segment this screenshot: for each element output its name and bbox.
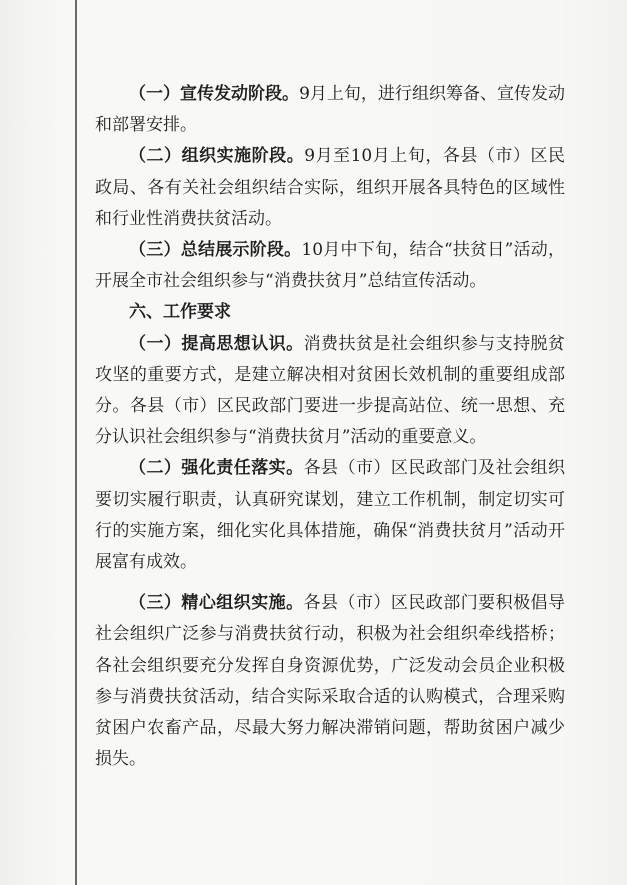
paragraph-gap xyxy=(95,578,565,588)
requirement-2-heading: （二）强化责任落实。 xyxy=(129,458,304,479)
requirement-1-heading: （一）提高思想认识。 xyxy=(129,333,304,354)
requirement-2-text: 各县（市）区民政部门及社会组织要切实履行职责，认真研究谋划，建立工作机制，制定切实可行的实施方案，细化实化具体措施，确保“消费扶贫月”活动开展富有成效。 xyxy=(95,458,566,573)
stage-1-text: 9月上旬，进行组织筹备、宣传发动和部署安排。 xyxy=(95,84,565,136)
stage-3-heading: （三）总结展示阶段。 xyxy=(129,240,302,261)
stage-3-text: 10月中下旬，结合“扶贫日”活动，开展全市社会组织参与“消费扶贫月”总结宣传活动。 xyxy=(95,240,566,292)
requirement-1-text: 消费扶贫是社会组织参与支持脱贫攻坚的重要方式，是建立解决相对贫困长效机制的重要组成部分。各县（市）区民政部门要进一步提高站位、统一思想、充分认识社会组织参与“消费扶贫月”活动的重要意义。 xyxy=(95,333,566,448)
stage-2-paragraph xyxy=(95,141,565,235)
requirement-2-paragraph xyxy=(95,453,565,578)
stage-2-heading: （二）组织实施阶段。 xyxy=(129,146,305,167)
stage-1-heading: （一）宣传发动阶段。 xyxy=(129,84,300,104)
requirement-3-paragraph xyxy=(95,588,565,775)
binding-margin-line xyxy=(75,0,77,885)
requirement-3-text: 各县（市）区民政部门要积极倡导社会组织广泛参与消费扶贫行动，积极为社会组织牵线搭桥；各社会组织要充分发挥自身资源优势，广泛发动会员企业积极参与消费扶贫活动，结合实际采取合适的认购模式，合理采购贫困户农畜产品，尽最大努力解决滞销问题，帮助贫困户减少损失。 xyxy=(95,593,566,770)
document-body xyxy=(95,79,565,775)
stage-2-text: 9月至10月上旬，各县（市）区民政局、各有关社会组织结合实际，组织开展各具特色的区域性和行业性消费扶贫活动。 xyxy=(95,146,566,229)
requirement-3-heading: （三）精心组织实施。 xyxy=(129,593,304,614)
stage-1-paragraph xyxy=(95,79,565,141)
requirement-1-paragraph xyxy=(95,329,565,454)
stage-3-paragraph xyxy=(95,235,565,297)
section-title: 六、工作要求 xyxy=(129,302,231,323)
